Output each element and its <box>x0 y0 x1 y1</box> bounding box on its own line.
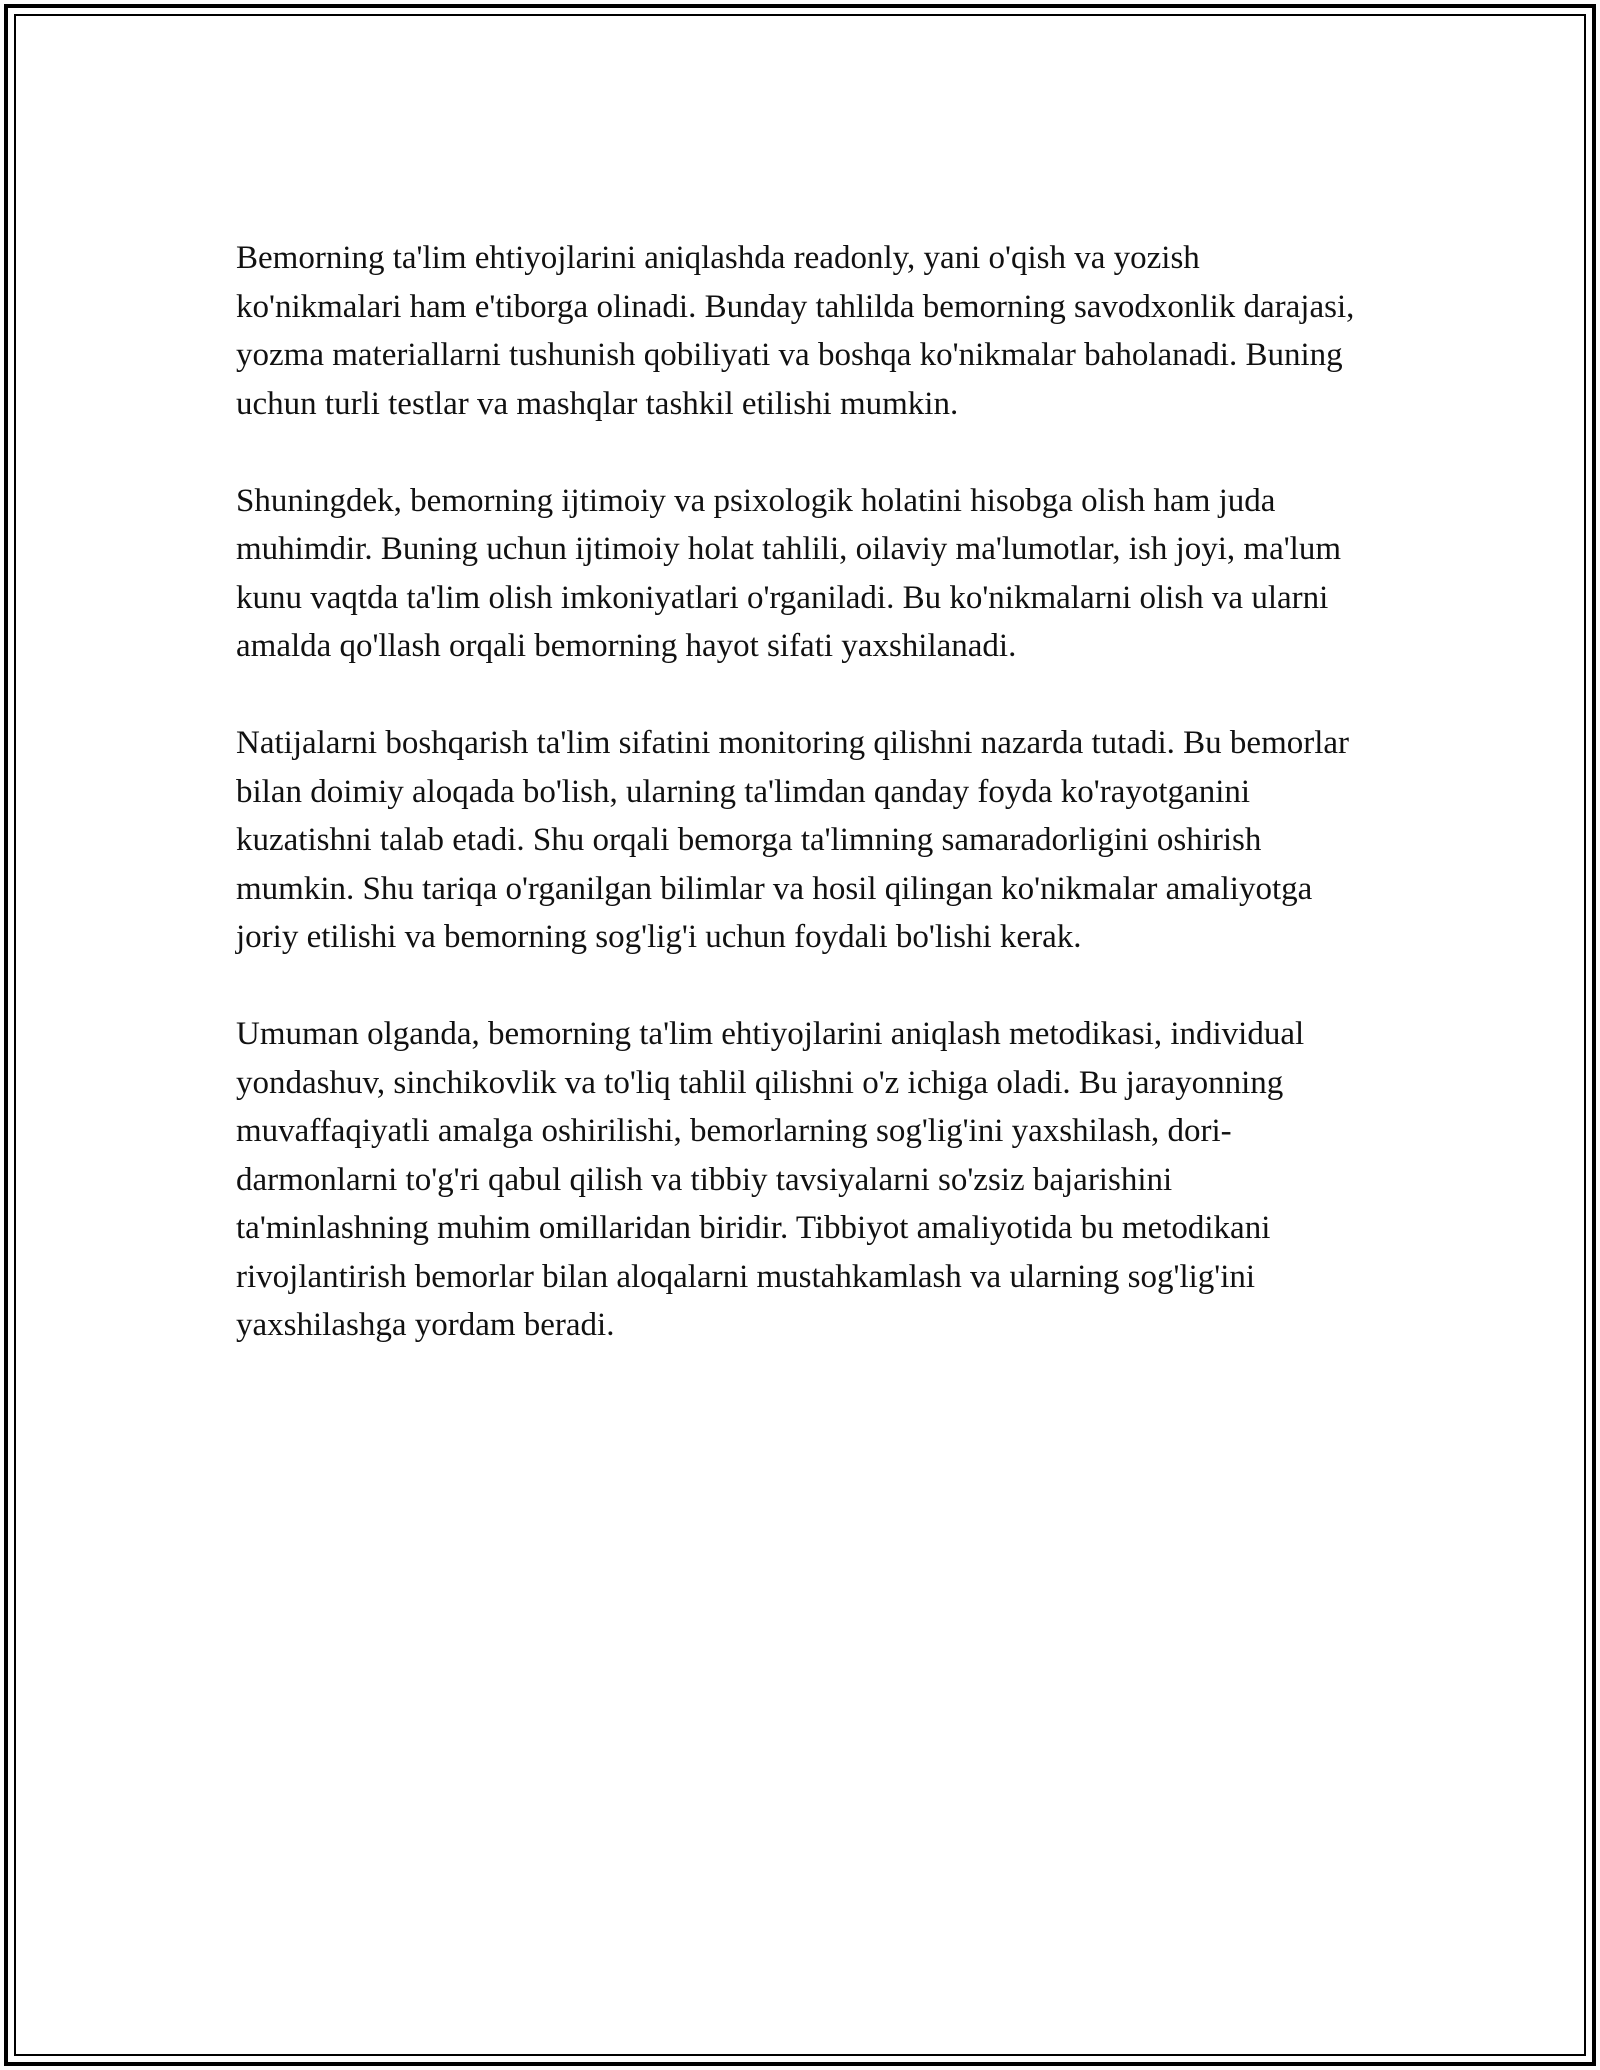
document-body <box>236 234 1371 1398</box>
paragraph-3: Natijalarni boshqarish ta'lim sifatini monitoring qilishni nazarda tutadi. Bu bemorlar bilan doimiy aloqada bo'lish, ularning ta'limdan qanday foyda ko'rayotganini kuzatishni talab etadi. Shu orqali bemorga ta'limning samaradorligini oshirish mumkin. Shu tariqa o'rganilgan bilimlar va hosil qilingan ko'nikmalar amaliyotga joriy etilishi va bemorning sog'lig'i uchun foydali bo'lishi kerak. <box>236 725 1350 955</box>
paragraph-4: Umuman olganda, bemorning ta'lim ehtiyojlarini aniqlash metodikasi, individual yondashuv, sinchikovlik va to'liq tahlil qilishni o'z ichiga oladi. Bu jarayonning muvaffaqiyatli amalga oshirilishi, bemorlarning sog'lig'ini yaxshilash, dori-darmonlarni to'g'ri qabul qilish va tibbiy tavsiyalarni so'zsiz bajarishini ta'minlashning muhim omillaridan biridir. Tibbiyot amaliyotida bu metodikani rivojlantirish bemorlar bilan aloqalarni mustahkamlash va ularning sog'lig'ini yaxshilashga yordam beradi. <box>236 1016 1305 1343</box>
paragraph-1: Bemorning ta'lim ehtiyojlarini aniqlashda readonly, yani o'qish va yozish ko'nikmalari ham e'tiborga olinadi. Bunday tahlilda bemorning savodxonlik darajasi, yozma materiallarni tushunish qobiliyati va boshqa ko'nikmalar baholanadi. Buning uchun turli testlar va mashqlar tashkil etilishi mumkin. <box>236 240 1355 422</box>
paragraph-2: Shuningdek, bemorning ijtimoiy va psixologik holatini hisobga olish ham juda muhimdir. Buning uchun ijtimoiy holat tahlili, oilaviy ma'lumotlar, ish joyi, ma'lum kunu vaqtda ta'lim olish imkoniyatlari o'rganiladi. Bu ko'nikmalarni olish va ularni amalda qo'llash orqali bemorning hayot sifati yaxshilanadi. <box>236 482 1342 664</box>
